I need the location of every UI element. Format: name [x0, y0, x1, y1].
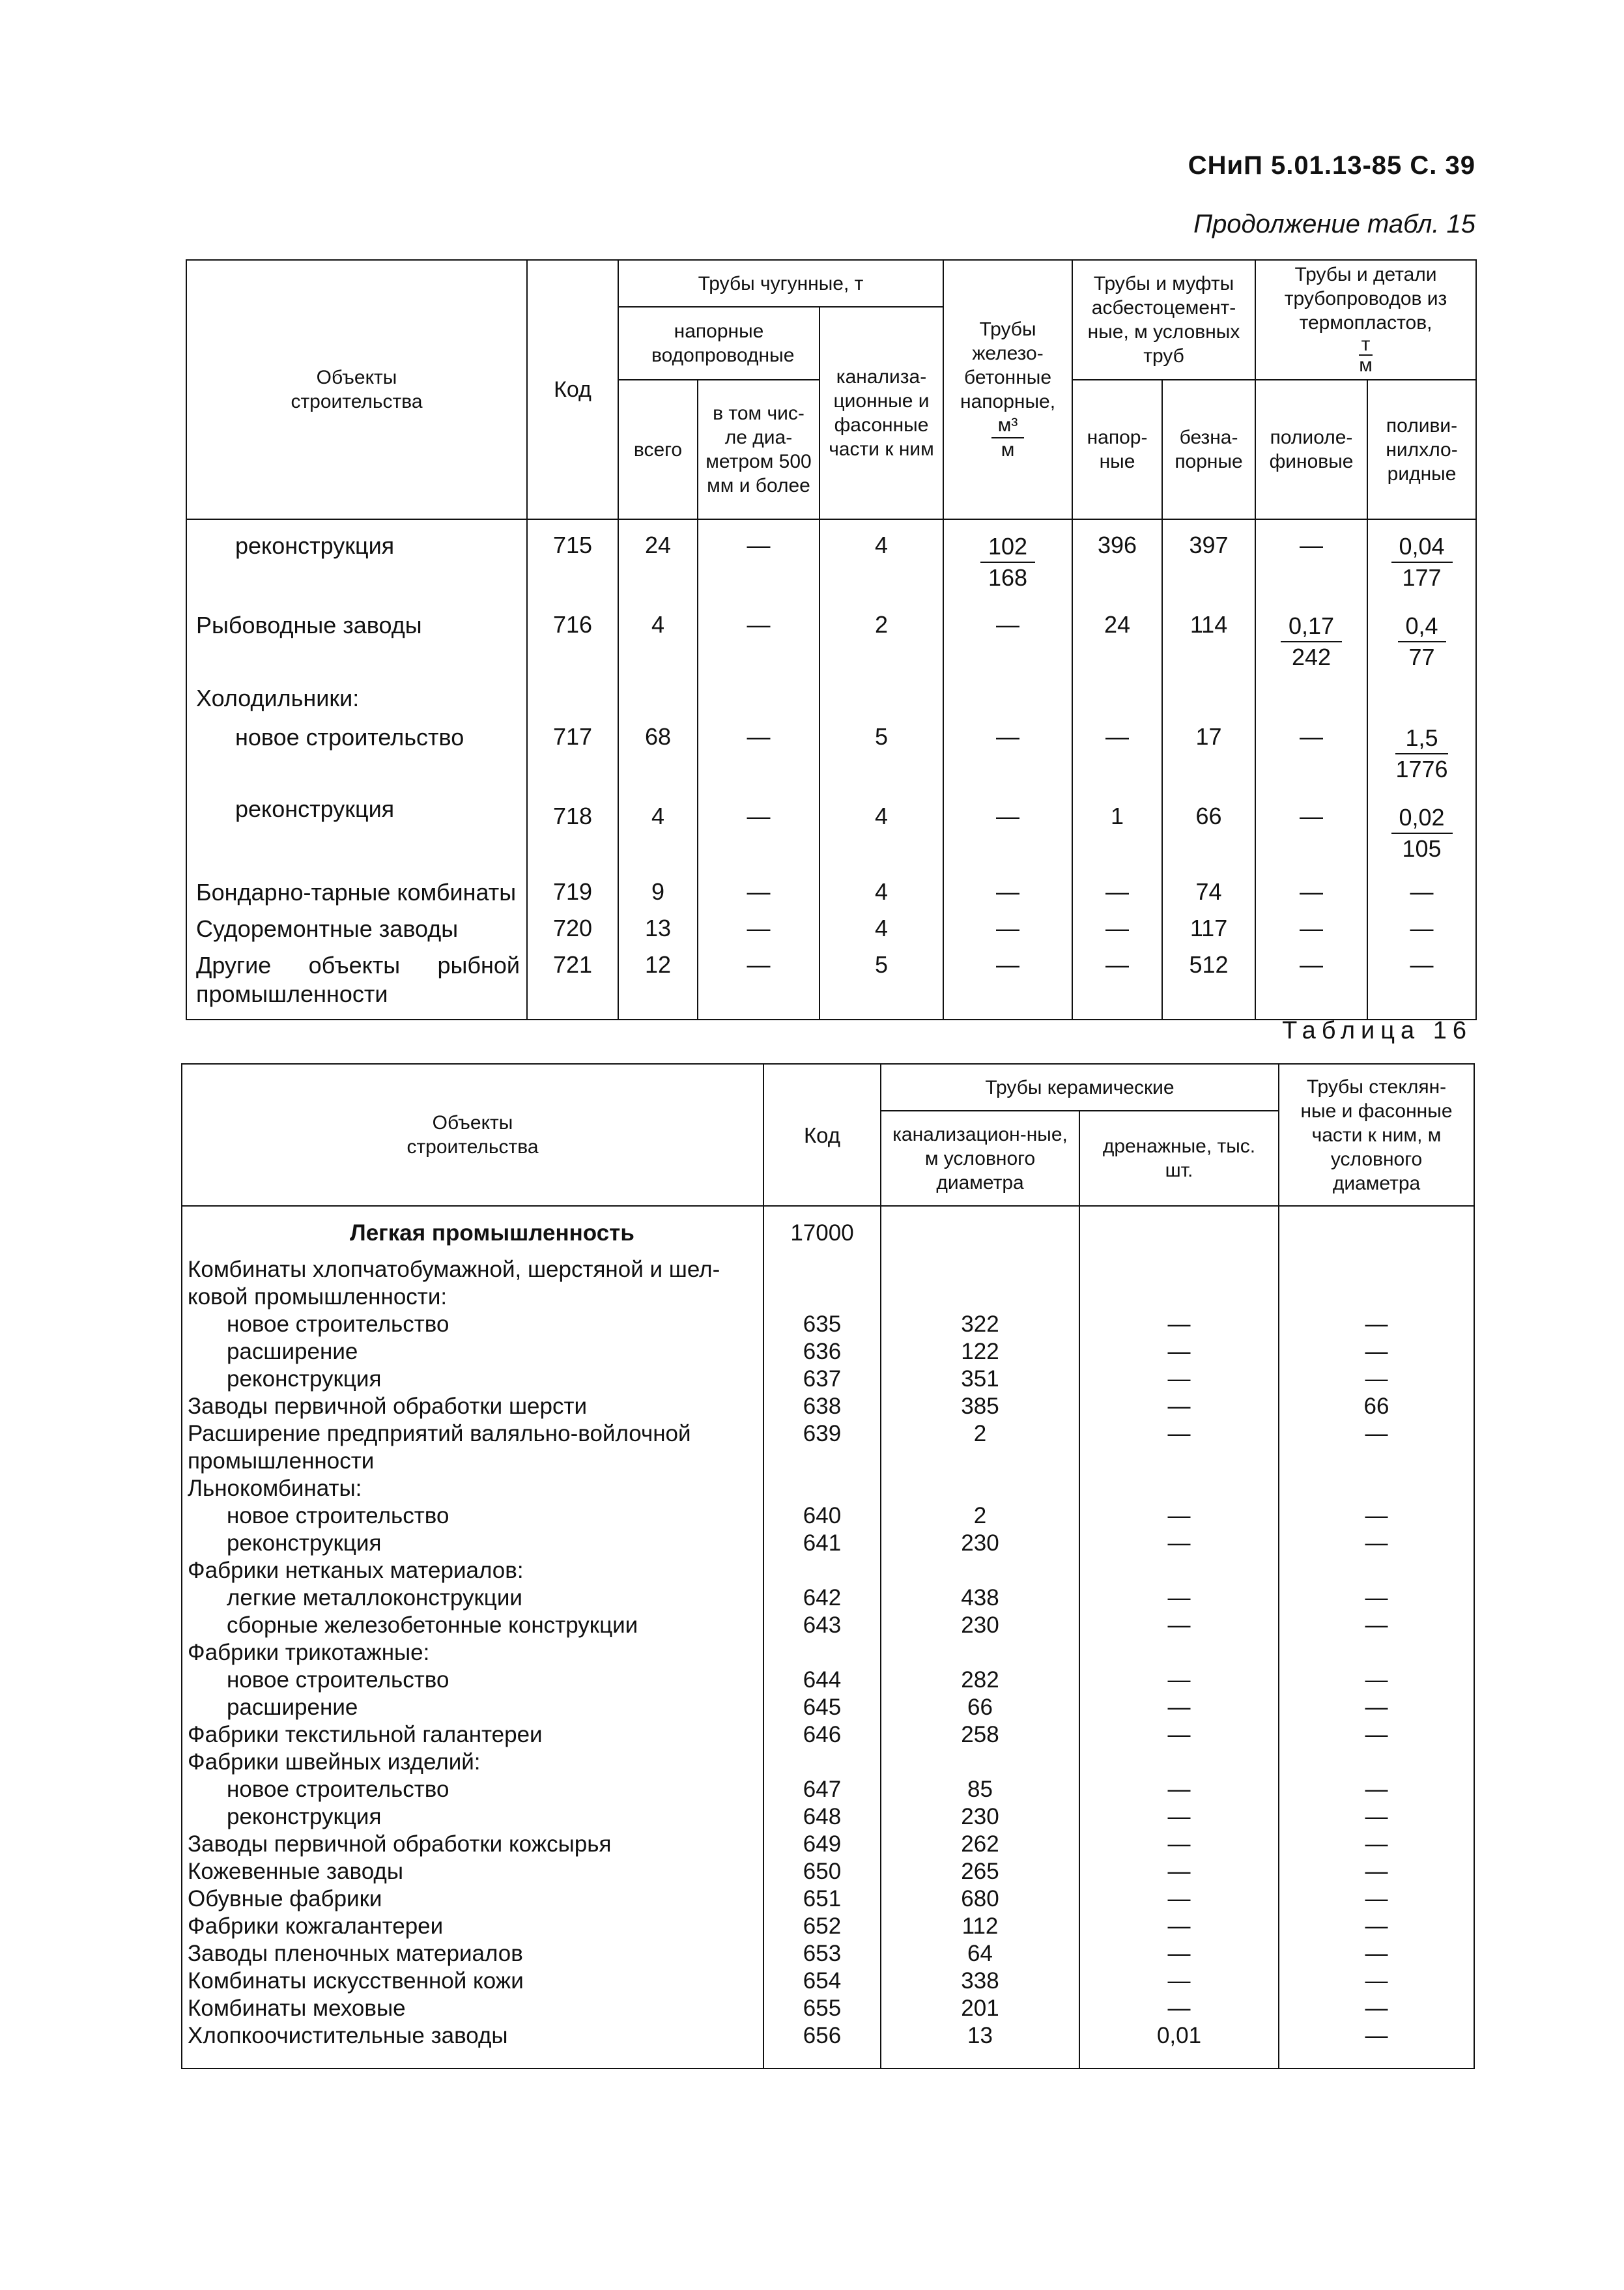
row-code: 649 — [763, 1831, 881, 1858]
header-asbestos: Трубы и муфты асбестоцемент-ные, м условных труб — [1072, 260, 1255, 380]
row-drain: — — [1079, 1803, 1279, 1831]
row-sewer: 230 — [881, 1530, 1079, 1557]
table-row — [182, 1420, 1474, 1448]
table-row — [182, 1694, 1474, 1721]
row-sewer: 122 — [881, 1338, 1079, 1366]
row-label: новое строительство — [182, 1776, 763, 1803]
row-code: 645 — [763, 1694, 881, 1721]
table-row — [182, 1475, 1474, 1502]
row-glass: — — [1279, 1338, 1474, 1366]
row-sewer: 258 — [881, 1721, 1079, 1749]
table-16 — [181, 1063, 1475, 2069]
row-code: 646 — [763, 1721, 881, 1749]
row-drain — [1079, 1475, 1279, 1502]
header-cast-iron: Трубы чугунные, т — [618, 260, 943, 307]
row-drain: — — [1079, 1995, 1279, 2022]
row-label: Комбинаты искусственной кожи — [182, 1968, 763, 1995]
table-row — [182, 1721, 1474, 1749]
row-label: новое строительство — [182, 1311, 763, 1338]
table-row — [182, 2022, 1474, 2068]
table-row — [182, 1776, 1474, 1803]
header-pvc: поливи-нилхло-ридные — [1367, 380, 1476, 519]
row-drain — [1079, 1557, 1279, 1584]
row-sewer: 680 — [881, 1885, 1079, 1913]
row-label: Кожевенные заводы — [182, 1858, 763, 1885]
row-glass: — — [1279, 1940, 1474, 1968]
row-glass: — — [1279, 1803, 1474, 1831]
table-row — [182, 1530, 1474, 1557]
row-drain — [1079, 1639, 1279, 1667]
row-code: 648 — [763, 1803, 881, 1831]
row-drain: — — [1079, 1776, 1279, 1803]
fraction: $\frac{0,02}{105}$ — [1391, 803, 1453, 864]
row-sewer: 66 — [881, 1694, 1079, 1721]
row-label: расширение — [182, 1694, 763, 1721]
row-sewer — [881, 1557, 1079, 1584]
row-glass: — — [1279, 1366, 1474, 1393]
table-row — [182, 1639, 1474, 1667]
row-drain: — — [1079, 1858, 1279, 1885]
row-label: Обувные фабрики — [182, 1885, 763, 1913]
row-drain: 0,01 — [1079, 2022, 1279, 2068]
header-total: всего — [618, 380, 698, 519]
row-drain: — — [1079, 1393, 1279, 1420]
table-row: Другие объекты рыбной промышленности 721 12 — 5 — — 512 — — — [186, 951, 1476, 1020]
table-row — [182, 1968, 1474, 1995]
row-drain: — — [1079, 1420, 1279, 1448]
row-code: 641 — [763, 1530, 881, 1557]
row-label: промышленности — [182, 1448, 763, 1475]
row-glass: — — [1279, 1831, 1474, 1858]
row-code: 635 — [763, 1311, 881, 1338]
row-drain: — — [1079, 1667, 1279, 1694]
row-label: Фабрики швейных изделий: — [182, 1749, 763, 1776]
table-continuation-label: Продолжение табл. 15 — [1193, 210, 1475, 238]
row-glass: — — [1279, 1584, 1474, 1612]
row-code — [763, 1749, 881, 1776]
row-label: легкие металлоконструкции — [182, 1584, 763, 1612]
row-label: реконструкция — [182, 1366, 763, 1393]
row-code: 643 — [763, 1612, 881, 1639]
row-label: реконструкция — [182, 1530, 763, 1557]
table-row — [182, 1940, 1474, 1968]
header-glass: Трубы стеклян-ные и фасонные части к ним, м условного диаметра — [1279, 1064, 1474, 1206]
row-label: Фабрики трикотажные: — [182, 1639, 763, 1667]
row-glass: — — [1279, 1694, 1474, 1721]
row-glass — [1279, 1749, 1474, 1776]
header-thermoplastic — [1255, 260, 1476, 380]
table-row — [182, 1502, 1474, 1530]
fraction: $\frac{102}{168}$ — [980, 532, 1035, 593]
row-sewer: 322 — [881, 1311, 1079, 1338]
table-15 — [186, 259, 1477, 1020]
header-reinforced — [943, 260, 1072, 519]
row-label: Льнокомбинаты: — [182, 1475, 763, 1502]
row-label: новое строительство — [182, 1667, 763, 1694]
row-code: 637 — [763, 1366, 881, 1393]
row-drain: — — [1079, 1502, 1279, 1530]
row-code: 638 — [763, 1393, 881, 1420]
row-sewer — [881, 1475, 1079, 1502]
row-drain: — — [1079, 1530, 1279, 1557]
header-ceramic: Трубы керамические — [881, 1064, 1279, 1111]
header-reinforced-label: Трубы железо-бетонные напорные, — [960, 319, 1056, 412]
row-glass: — — [1279, 1995, 1474, 2022]
header-code: Код — [763, 1064, 881, 1206]
table-row: новое строительство 717 68 — 5 — — 17 — $\frac{1,5}{1776}$ — [186, 714, 1476, 794]
table-row — [182, 1557, 1474, 1584]
table-row — [182, 1256, 1474, 1283]
row-sewer: 85 — [881, 1776, 1079, 1803]
row-drain: — — [1079, 1940, 1279, 1968]
table-row — [182, 1667, 1474, 1694]
row-code: 656 — [763, 2022, 881, 2068]
row-glass: — — [1279, 1502, 1474, 1530]
header-asb-nonpressure: безна-порные — [1162, 380, 1255, 519]
row-glass: — — [1279, 1311, 1474, 1338]
table-row — [182, 1338, 1474, 1366]
row-label: ковой промышленности: — [182, 1283, 763, 1311]
row-glass: — — [1279, 1858, 1474, 1885]
table-row — [182, 1995, 1474, 2022]
row-sewer: 13 — [881, 2022, 1079, 2068]
row-sewer: 385 — [881, 1393, 1079, 1420]
row-sewer — [881, 1749, 1079, 1776]
table-row — [182, 1448, 1474, 1475]
row-label: Фабрики нетканых материалов: — [182, 1557, 763, 1584]
row-label: Комбинаты хлопчатобумажной, шерстяной и шел- — [182, 1256, 763, 1283]
table-section-row: Легкая промышленность 17000 — [182, 1217, 1474, 1256]
header-polyolefin: полиоле-финовые — [1255, 380, 1367, 519]
row-drain — [1079, 1256, 1279, 1283]
table-row: Холодильники: — [186, 681, 1476, 714]
header-objects: Объекты строительства — [186, 260, 527, 519]
table-row: реконструкция 718 4 — 4 — 1 66 — $\frac{0,02}{105}$ — [186, 794, 1476, 876]
table-16-caption: Таблица 16 — [1282, 1017, 1472, 1044]
row-glass: 66 — [1279, 1393, 1474, 1420]
table-row: реконструкция 715 24 — 4 $\frac{102}{168}$ 396 397 — $\frac{0,04}{177}$ — [186, 519, 1476, 602]
row-code: 644 — [763, 1667, 881, 1694]
row-code: 655 — [763, 1995, 881, 2022]
row-code: 651 — [763, 1885, 881, 1913]
row-glass: — — [1279, 1612, 1474, 1639]
row-glass: — — [1279, 1721, 1474, 1749]
row-drain: — — [1079, 1913, 1279, 1940]
row-code: 650 — [763, 1858, 881, 1885]
table-row — [182, 1283, 1474, 1311]
row-drain — [1079, 1448, 1279, 1475]
fraction: $\frac{0,4}{77}$ — [1398, 611, 1446, 672]
row-label: новое строительство — [182, 1502, 763, 1530]
row-glass: — — [1279, 2022, 1474, 2068]
row-glass: — — [1279, 1968, 1474, 1995]
row-sewer: 262 — [881, 1831, 1079, 1858]
row-sewer: 338 — [881, 1968, 1079, 1995]
row-drain: — — [1079, 1366, 1279, 1393]
row-drain: — — [1079, 1612, 1279, 1639]
row-code: 653 — [763, 1940, 881, 1968]
row-label: реконструкция — [182, 1803, 763, 1831]
row-sewer — [881, 1639, 1079, 1667]
header-objects: Объекты строительства — [182, 1064, 763, 1206]
row-glass — [1279, 1256, 1474, 1283]
row-code — [763, 1557, 881, 1584]
table-row: Судоремонтные заводы 720 13 — 4 — — 117 — — — [186, 915, 1476, 951]
table-row — [182, 1584, 1474, 1612]
row-glass: — — [1279, 1885, 1474, 1913]
row-sewer — [881, 1448, 1079, 1475]
row-label: сборные железобетонные конструкции — [182, 1612, 763, 1639]
table-row — [182, 1913, 1474, 1940]
row-label: Заводы первичной обработки кожсырья — [182, 1831, 763, 1858]
row-code: 636 — [763, 1338, 881, 1366]
section-title: Легкая промышленность — [182, 1217, 763, 1256]
fraction: $\frac{1,5}{1776}$ — [1395, 724, 1448, 782]
header-incl-500: в том чис-ле диа-метром 500 мм и более — [698, 380, 819, 519]
fraction: $\frac{0,04}{177}$ — [1391, 532, 1453, 593]
table-row — [182, 1858, 1474, 1885]
row-drain: — — [1079, 1338, 1279, 1366]
row-label: Заводы пленочных материалов — [182, 1940, 763, 1968]
row-label: Фабрики текстильной галантереи — [182, 1721, 763, 1749]
row-glass: — — [1279, 1667, 1474, 1694]
row-sewer: 230 — [881, 1803, 1079, 1831]
fraction: $\frac{0,17}{242}$ — [1281, 611, 1342, 672]
row-sewer — [881, 1256, 1079, 1283]
row-glass — [1279, 1557, 1474, 1584]
row-sewer: 64 — [881, 1940, 1079, 1968]
row-drain: — — [1079, 1694, 1279, 1721]
row-sewer: 2 — [881, 1502, 1079, 1530]
header-reinforced-unit: $\frac{\text{м³}}{м}$ — [991, 414, 1025, 462]
row-glass — [1279, 1283, 1474, 1311]
row-code: 654 — [763, 1968, 881, 1995]
header-thermoplastic-unit: $\frac{т}{м}$ — [1359, 334, 1373, 376]
row-sewer: 351 — [881, 1366, 1079, 1393]
row-label: расширение — [182, 1338, 763, 1366]
row-drain: — — [1079, 1584, 1279, 1612]
row-glass: — — [1279, 1530, 1474, 1557]
table-row — [182, 1366, 1474, 1393]
header-sewer-fittings: канализа-ционные и фасонные части к ним — [819, 307, 943, 519]
row-label: Хлопкоочистительные заводы — [182, 2022, 763, 2068]
header-pressure-water: напорные водопроводные — [618, 307, 819, 380]
table-row: Рыбоводные заводы 716 4 — 2 — 24 114 $\frac{0,17}{242}$ $\frac{0,4}{77}$ — [186, 602, 1476, 681]
row-drain: — — [1079, 1831, 1279, 1858]
table-row — [182, 1311, 1474, 1338]
table-row: Бондарно-тарные комбинаты 719 9 — 4 — — 74 — — — [186, 876, 1476, 915]
header-ceramic-drain: дренажные, тыс. шт. — [1079, 1111, 1279, 1206]
row-drain: — — [1079, 1885, 1279, 1913]
row-sewer: 2 — [881, 1420, 1079, 1448]
header-ceramic-sewer: канализацион-ные, м условного диаметра — [881, 1111, 1079, 1206]
table-row — [182, 1885, 1474, 1913]
header-thermoplastic-label: Трубы и детали трубопроводов из термопластов, — [1284, 264, 1447, 334]
row-code — [763, 1639, 881, 1667]
row-label: Комбинаты меховые — [182, 1995, 763, 2022]
row-code: 640 — [763, 1502, 881, 1530]
header-code: Код — [527, 260, 618, 519]
page-header: СНиП 5.01.13-85 С. 39 — [1188, 151, 1475, 180]
row-drain — [1079, 1283, 1279, 1311]
row-glass: — — [1279, 1913, 1474, 1940]
row-drain: — — [1079, 1721, 1279, 1749]
row-code: 647 — [763, 1776, 881, 1803]
row-label: Расширение предприятий валяльно-войлочной — [182, 1420, 763, 1448]
row-label: Фабрики кожгалантереи — [182, 1913, 763, 1940]
row-code — [763, 1475, 881, 1502]
row-sewer — [881, 1283, 1079, 1311]
row-drain: — — [1079, 1311, 1279, 1338]
row-sewer: 265 — [881, 1858, 1079, 1885]
row-code: 642 — [763, 1584, 881, 1612]
row-glass: — — [1279, 1420, 1474, 1448]
row-sewer: 282 — [881, 1667, 1079, 1694]
row-drain — [1079, 1749, 1279, 1776]
row-code — [763, 1448, 881, 1475]
row-sewer: 201 — [881, 1995, 1079, 2022]
header-asb-pressure: напор-ные — [1072, 380, 1162, 519]
row-code — [763, 1256, 881, 1283]
row-label: Заводы первичной обработки шерсти — [182, 1393, 763, 1420]
row-sewer: 112 — [881, 1913, 1079, 1940]
row-glass — [1279, 1475, 1474, 1502]
row-sewer: 438 — [881, 1584, 1079, 1612]
table-row — [182, 1393, 1474, 1420]
row-drain: — — [1079, 1968, 1279, 1995]
table-row — [182, 1612, 1474, 1639]
row-glass — [1279, 1639, 1474, 1667]
row-code: 652 — [763, 1913, 881, 1940]
row-sewer: 230 — [881, 1612, 1079, 1639]
row-code: 639 — [763, 1420, 881, 1448]
table-row — [182, 1803, 1474, 1831]
row-code — [763, 1283, 881, 1311]
row-glass: — — [1279, 1776, 1474, 1803]
row-glass — [1279, 1448, 1474, 1475]
table-row — [182, 1831, 1474, 1858]
table-row — [182, 1749, 1474, 1776]
